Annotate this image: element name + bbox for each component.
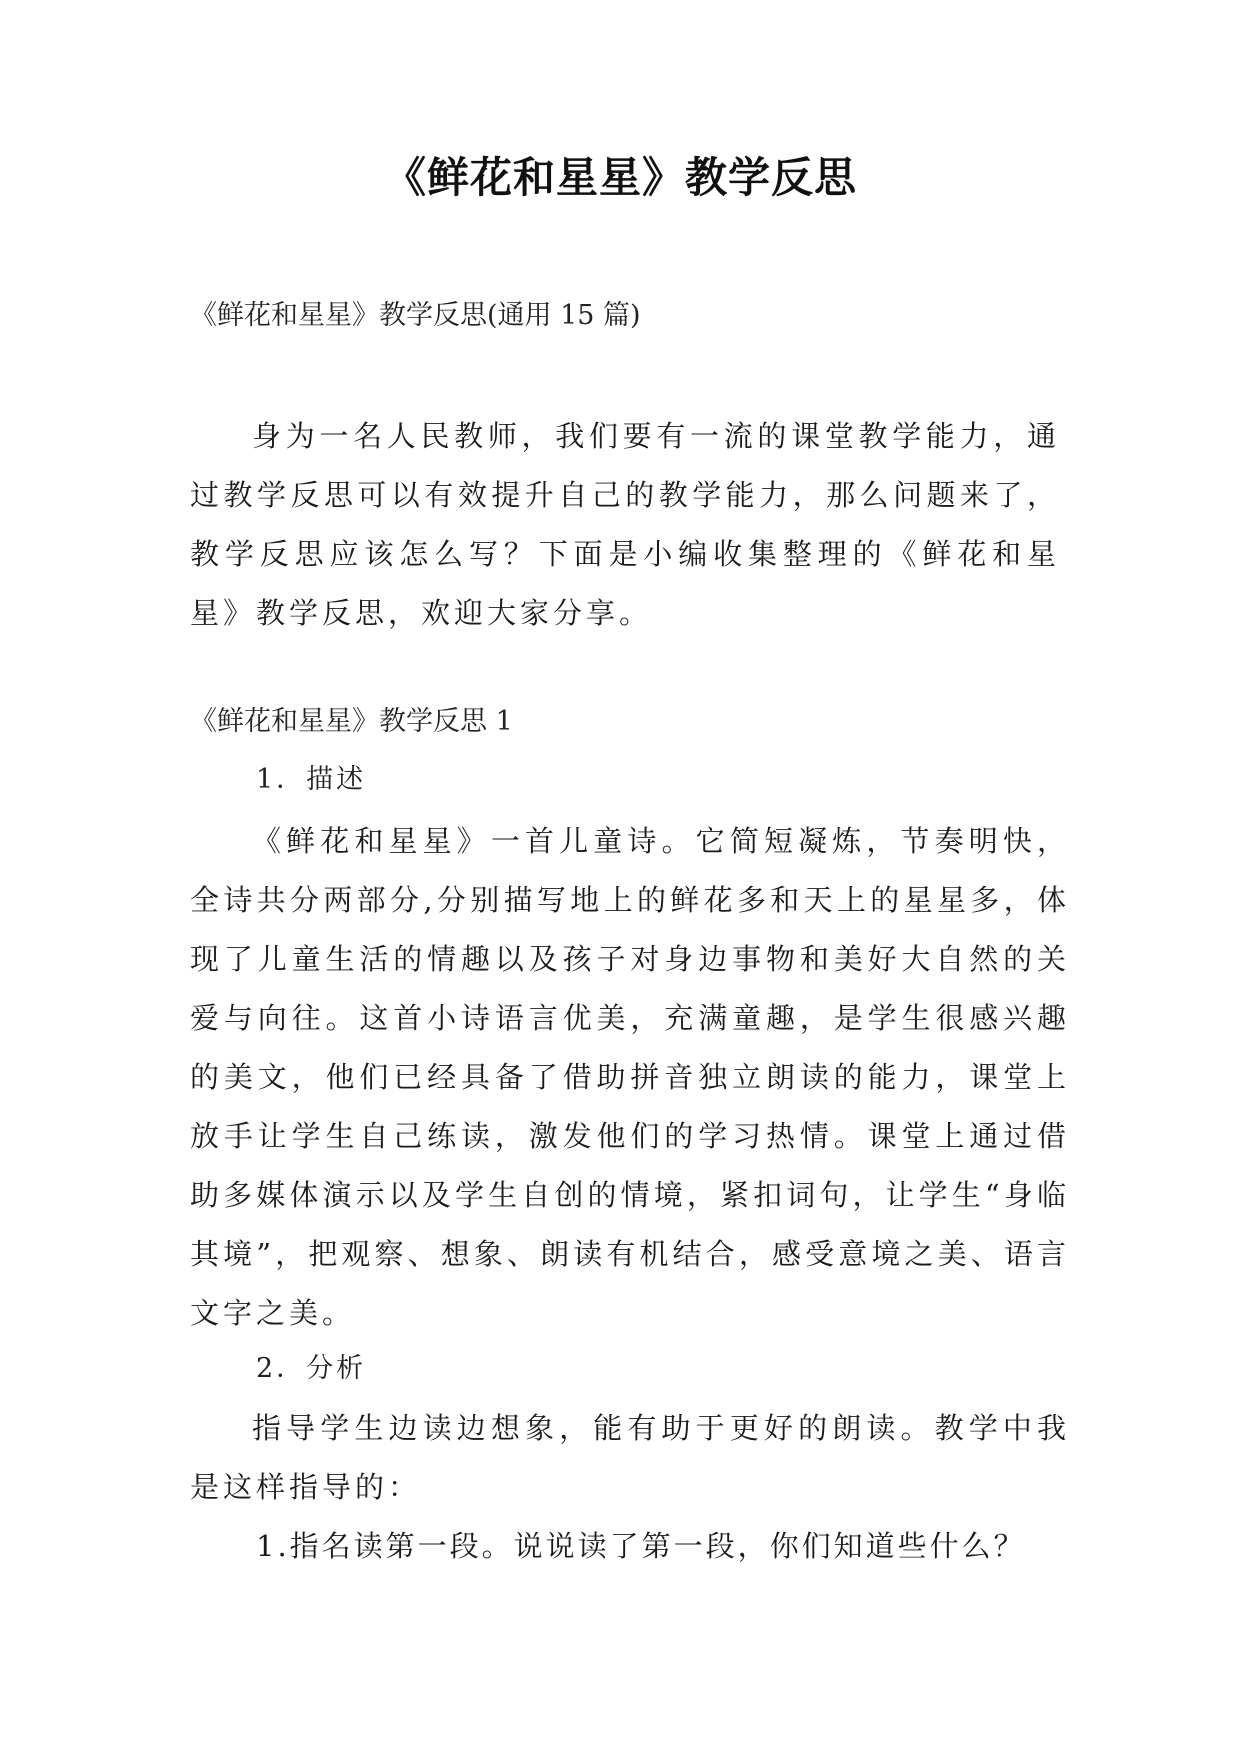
intro-paragraph: 身为一名人民教师，我们要有一流的课堂教学能力，通过教学反思可以有效提升自己的教学能力，那么问题来了，教学反思应该怎么写？下面是小编收集整理的《鲜花和星星》教学反思，欢迎大家分享。: [190, 419, 1060, 630]
list-item: 1.指名读第一段。说说读了第一段，你们知道些什么？: [256, 1529, 1026, 1563]
point-description-heading: 1．描述: [256, 764, 367, 795]
analysis-paragraph: 指导学生边读边想象，能有助于更好的朗读。教学中我是这样指导的：: [190, 1411, 1070, 1504]
section-heading: 《鲜花和星星》教学反思 1: [190, 706, 513, 737]
point-analysis-heading: 2．分析: [256, 1353, 367, 1384]
document-subtitle: 《鲜花和星星》教学反思(通用 15 篇): [190, 300, 641, 331]
document-title: 《鲜花和星星》教学反思: [383, 153, 857, 202]
description-paragraph: 《鲜花和星星》一首儿童诗。它简短凝炼，节奏明快，全诗共分两部分,分别描写地上的鲜花多和天上的星星多，体现了儿童生活的情趣以及孩子对身边事物和美好大自然的关爱与向往。这首小诗语言优美，充满童趣，是学生很感兴趣的美文，他们已经具备了借助拼音独立朗读的能力，课堂上放手让学生自己练读，激发他们的学习热情。课堂上通过借助多媒体演示以及学生自创的情境，紧扣词句，让学生“身临其境”，把观察、想象、朗读有机结合，感受意境之美、语言文字之美。: [190, 824, 1070, 1330]
